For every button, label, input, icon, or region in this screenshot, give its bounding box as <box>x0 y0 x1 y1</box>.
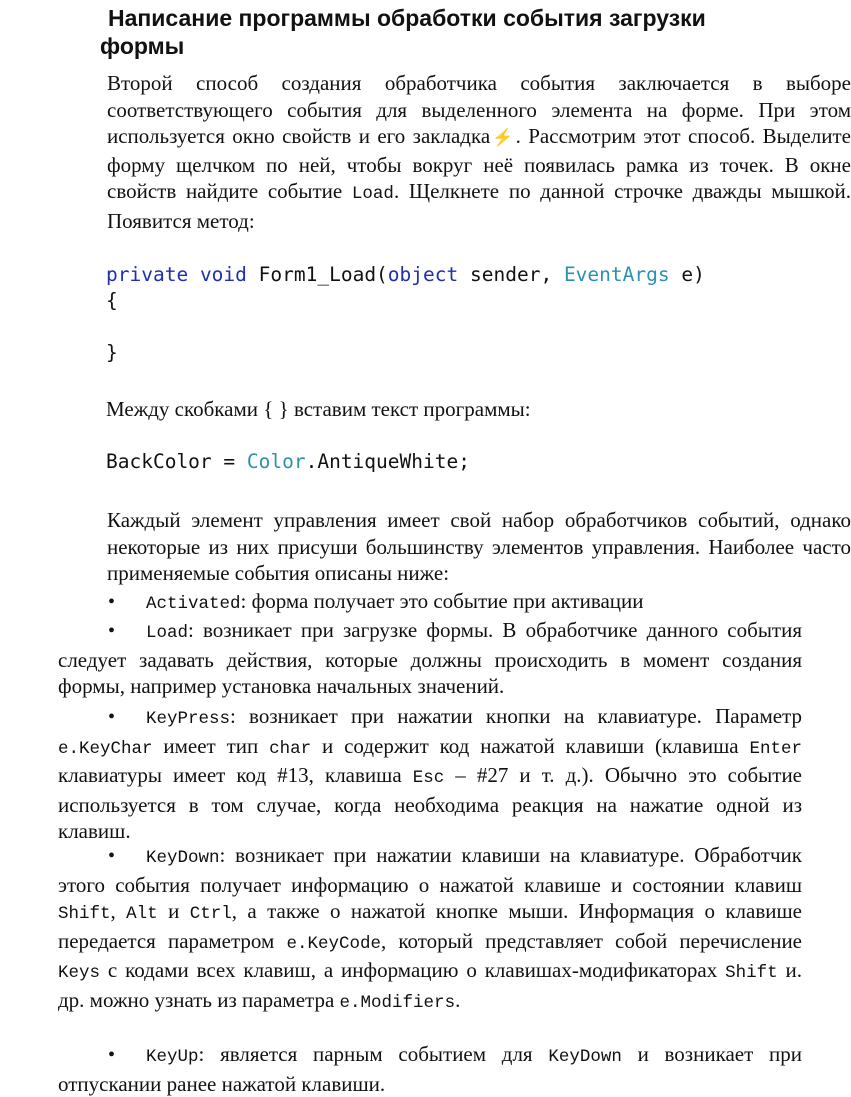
lightning-icon: ⚡ <box>490 128 516 148</box>
bullet-dot: • <box>108 620 116 642</box>
keydown-code-7: e.Modifiers <box>339 992 456 1013</box>
event-load-code: Load <box>351 184 394 205</box>
keydown-text-1: : возникает при нажатии клавиши на клавиатуре. Обработчик этого события получает информацию о нажатой клавише и состоянии клавиш <box>58 843 802 897</box>
close-brace: } <box>106 341 118 364</box>
keyword-object: object <box>387 263 459 286</box>
keydown-code-3: Ctrl <box>189 904 232 925</box>
keyword-private: private <box>106 263 189 286</box>
event-keyup-code: KeyUp <box>146 1047 199 1067</box>
bullet-keyup <box>58 1041 802 1097</box>
keypress-code-2: char <box>269 738 312 759</box>
keydown-text-8: . <box>455 987 461 1012</box>
event-keydown-code: KeyDown <box>146 848 220 868</box>
code-backcolor-right: .AntiqueWhite; <box>305 450 470 473</box>
event-activated-text: : форма получает это событие при активации <box>240 589 644 613</box>
code-block-backcolor <box>106 449 806 475</box>
heading-line-1: Написание программы обработки события загрузки <box>108 5 706 31</box>
bullet-dot: • <box>108 1044 116 1066</box>
type-eventargs: EventArgs <box>563 263 670 286</box>
keypress-text-5: – #27 и т. д.). Обычно это событие используется в том случае, когда необходима реакция на нажатие одной из клавиш. <box>58 763 803 844</box>
event-activated-code: Activated <box>146 594 241 614</box>
event-keypress-code: KeyPress <box>146 709 231 729</box>
param-e: e) <box>681 263 705 286</box>
keydown-code-2: Alt <box>126 904 158 925</box>
keydown-code-6: Shift <box>725 963 778 984</box>
events-intro-paragraph: Каждый элемент управления имеет свой набор обработчиков событий, однако некоторые из них присуши большинству элементов управления. Наиболее часто применяемые события описаны ниже: <box>107 508 851 586</box>
keydown-code-4: e.KeyCode <box>286 933 381 954</box>
keypress-text-2: имеет тип <box>152 733 270 758</box>
bullet-activated <box>58 588 802 618</box>
open-brace: { <box>106 289 118 312</box>
code-block-method <box>106 262 806 366</box>
bullet-dot: • <box>108 845 116 867</box>
type-color: Color <box>246 450 306 473</box>
keyword-void: void <box>199 263 247 286</box>
keydown-text-5: , который представляет собой перечисление <box>380 928 802 953</box>
keydown-text-7: и. др. можно узнать из параметра <box>58 958 802 1012</box>
bullet-keydown <box>58 842 802 1017</box>
intro-text-1: Второй способ создания обработчика события заключается в выборе соответствующего события для выделенного элемента на форме. При этом используется окно свойств и его закладка <box>107 71 851 149</box>
heading-line-2: формы <box>100 33 185 59</box>
keyup-text-2: и возникает при отпускании ранее нажатой клавиши. <box>58 1042 802 1096</box>
keypress-text-3: и содержит код нажатой клавиши (клавиша <box>311 733 750 758</box>
intro-text-3: . Щелкнете по данной строчке дважды мышкой. Появится метод: <box>107 179 851 233</box>
between-braces-text: Между скобками { } вставим текст программы: <box>106 397 531 421</box>
keydown-code-5: Keys <box>58 963 101 984</box>
param-sender: sender, <box>470 263 553 286</box>
keyup-code-1: KeyDown <box>548 1047 622 1067</box>
intro-text-2: . Рассмотрим этот способ. Выделите форму щелчком по ней, чтобы вокруг неё появилась рамка из точек. В окне свойств найдите событие <box>107 124 851 204</box>
event-load-code-2: Load <box>146 623 189 643</box>
method-name: Form1_Load( <box>258 263 388 286</box>
keypress-code-1: e.KeyChar <box>58 738 153 759</box>
bullet-keypress <box>58 703 802 845</box>
code-backcolor-left: BackColor = <box>106 450 247 473</box>
bullet-dot: • <box>108 706 116 728</box>
keypress-text-4: клавиатуры имеет код #13, клавиша <box>58 763 413 788</box>
keyup-text-1: : является парным событием для <box>198 1042 549 1066</box>
bullet-load <box>58 617 802 700</box>
event-load-text: : возникает при загрузке формы. В обработчике данного события следует задавать действия, которые должны происходить в момент создания формы, например установка начальных значений. <box>58 618 802 699</box>
keydown-text-3: и <box>157 899 190 924</box>
section-heading <box>100 4 760 60</box>
bullet-dot: • <box>108 591 116 613</box>
keydown-text-2: , <box>110 899 127 924</box>
keypress-code-3: Enter <box>749 738 803 759</box>
keypress-code-4: Esc <box>412 768 445 789</box>
keydown-text-6: с кодами всех клавиш, а информацию о клавишах-модификаторах <box>100 958 726 983</box>
keydown-code-1: Shift <box>58 904 111 925</box>
keydown-text-4: , а также о нажатой кнопке мыши. Информация о клавише передается параметром <box>58 899 803 953</box>
intro-paragraph <box>58 70 851 235</box>
keypress-text-1: : возникает при нажатии кнопки на клавиатуре. Параметр <box>230 704 802 728</box>
